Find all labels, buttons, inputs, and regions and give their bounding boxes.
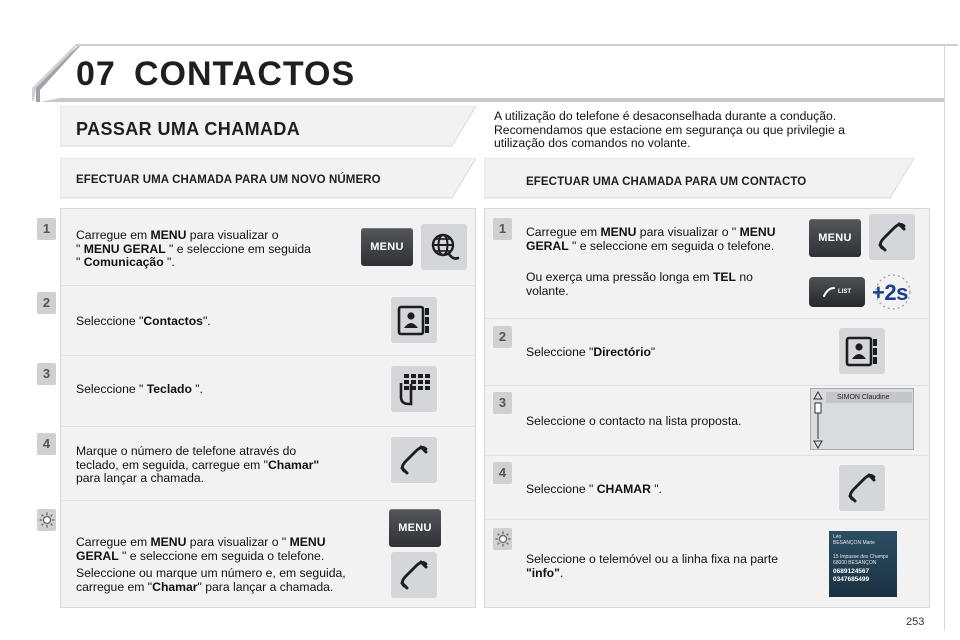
left-step-1-text: Carregue em MENU para visualizar o " MENU GERAL " e seleccione em seguida " Comunicação ".: [76, 228, 311, 270]
call-tile[interactable]: [391, 552, 437, 598]
step-badge: 4: [37, 433, 56, 455]
divider: [60, 285, 476, 286]
info-landline-number[interactable]: 0347685499: [833, 576, 870, 583]
keypad-icon: [396, 371, 432, 407]
right-step-1-text: Carregue em MENU para visualizar o " MENU GERAL " e seleccione em seguida o telefone. Ou exerça uma pressão longa em TEL no volante.: [526, 225, 776, 298]
call-tile[interactable]: [869, 214, 915, 260]
divider: [484, 455, 930, 456]
menu-button[interactable]: MENU: [389, 509, 441, 547]
contact-list-screen: [810, 388, 914, 450]
address-book-icon: [396, 302, 432, 338]
contact-list-item[interactable]: [826, 392, 912, 403]
call-tile[interactable]: [391, 437, 437, 483]
left-subtitle: EFECTUAR UMA CHAMADA PARA UM NOVO NÚMERO: [76, 174, 381, 186]
phone-icon: [823, 287, 835, 297]
info-city: 68000 BESANÇON: [833, 560, 877, 566]
right-tip-text: Seleccione o telemóvel ou a linha fixa na parte "info".: [526, 552, 779, 580]
right-subtitle: EFECTUAR UMA CHAMADA PARA UM CONTACTO: [526, 176, 807, 188]
step-badge: 1: [493, 218, 512, 240]
divider: [484, 385, 930, 386]
right-step-2-text: Seleccione "Directório": [526, 345, 656, 359]
steering-tel-button[interactable]: [809, 277, 865, 307]
left-step-2-text: Seleccione "Contactos".: [76, 314, 211, 328]
long-press-label: +2s: [872, 280, 908, 305]
left-step-3-text: Seleccione " Teclado ".: [76, 382, 203, 396]
contact-info-screen[interactable]: [829, 531, 897, 597]
warning-note: [494, 110, 914, 151]
step-badge: 2: [37, 292, 56, 314]
right-step-3-text: Seleccione o contacto na lista proposta.: [526, 414, 742, 428]
step-badge: 3: [37, 363, 56, 385]
divider: [60, 355, 476, 356]
sun-icon: [39, 512, 55, 528]
menu-button[interactable]: MENU: [809, 219, 861, 257]
warning-line: A utilização do telefone é desaconselhada durante a condução.: [494, 109, 837, 123]
warning-line: utilização dos comandos no volante.: [494, 136, 691, 151]
divider: [484, 519, 930, 520]
page-edge-rule: [944, 46, 945, 631]
chapter-title: CONTACTOS: [134, 55, 356, 93]
info-subtitle: BESANÇON Marie: [833, 540, 875, 546]
menu-button[interactable]: MENU: [361, 228, 413, 266]
step-badge: 2: [493, 326, 512, 348]
left-tip-text: Carregue em MENU para visualizar o " MENU GERAL " e seleccione em seguida o telefone. Seleccione ou marque um número e, em seguida, carregue em "Chamar" para lançar a chamada.: [76, 535, 346, 594]
phone-handset-icon: [845, 471, 879, 505]
warning-line: Recomendamos que estacione em segurança ou que privilegie a: [494, 122, 845, 137]
sun-icon: [495, 531, 511, 547]
directory-tile[interactable]: [839, 328, 885, 374]
keypad-tile[interactable]: [391, 366, 437, 412]
list-scrollbar[interactable]: [813, 391, 823, 449]
tip-badge: [37, 509, 56, 531]
tel-button-label: LIST: [838, 289, 851, 295]
chapter-number: 07: [76, 55, 116, 93]
phone-handset-icon: [875, 220, 909, 254]
communication-tile[interactable]: [421, 224, 467, 270]
info-address: 15 Impasse des Champs: [833, 554, 889, 560]
phone-handset-icon: [397, 558, 431, 592]
phone-handset-icon: [397, 443, 431, 477]
contacts-tile[interactable]: [391, 297, 437, 343]
divider: [484, 318, 930, 319]
step-badge: 1: [37, 218, 56, 240]
divider: [60, 500, 476, 501]
left-step-4-text: Marque o número de telefone através do teclado, em seguida, carregue em "Chamar" para lançar a chamada.: [76, 444, 320, 486]
step-badge: 4: [493, 462, 512, 484]
right-step-4-text: Seleccione " CHAMAR ".: [526, 482, 663, 496]
step-badge: 3: [493, 392, 512, 414]
info-mobile-number[interactable]: 0689124567: [833, 568, 870, 575]
page-number: 253: [906, 616, 925, 628]
globe-phone-icon: [427, 230, 461, 264]
address-book-icon: [844, 333, 880, 369]
divider: [60, 426, 476, 427]
info-title: Léo: [833, 534, 842, 540]
tip-badge: [493, 528, 512, 550]
call-tile[interactable]: [839, 465, 885, 511]
contact-name: SIMON Claudine: [837, 394, 890, 401]
section-title: PASSAR UMA CHAMADA: [76, 119, 301, 139]
